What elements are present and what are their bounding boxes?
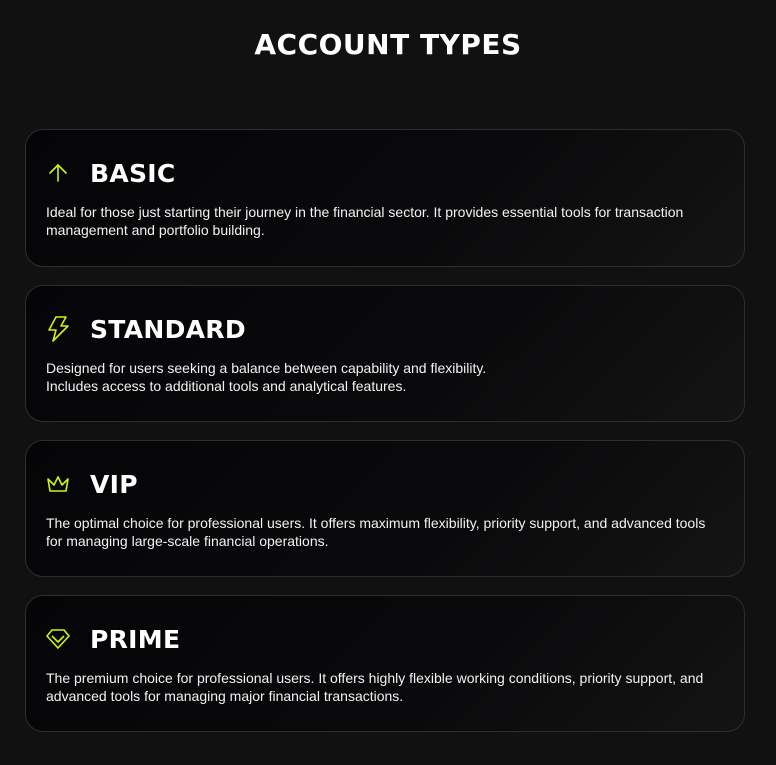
card-header [46, 468, 724, 500]
account-card-vip[interactable] [25, 440, 745, 577]
card-header [46, 313, 724, 345]
card-header [46, 623, 724, 655]
diamond-icon [46, 627, 70, 651]
lightning-icon [46, 317, 70, 341]
account-name: PRIME [90, 624, 181, 654]
page-title: ACCOUNT TYPES [254, 28, 522, 61]
account-name: BASIC [90, 158, 176, 188]
account-description: The optimal choice for professional users. It offers maximum flexibility, priority support, and advanced tools for managing large-scale financial operations. [46, 515, 706, 549]
account-card-basic[interactable] [25, 129, 745, 267]
arrow-up-icon [46, 161, 70, 185]
account-card-standard[interactable] [25, 285, 745, 422]
crown-icon [46, 472, 70, 496]
account-description: The premium choice for professional users. It offers highly flexible working conditions, priority support, and advanced tools for managing major financial transactions. [46, 670, 704, 704]
account-card-prime[interactable] [25, 595, 745, 732]
card-header [46, 157, 724, 189]
account-types-list [25, 129, 745, 732]
account-description: Ideal for those just starting their journey in the financial sector. It provides essential tools for transaction management and portfolio building. [46, 204, 684, 238]
account-name: STANDARD [90, 314, 246, 344]
account-description: Designed for users seeking a balance between capability and flexibility. Includes access to additional tools and analytical features. [46, 360, 487, 394]
account-name: VIP [90, 469, 138, 499]
